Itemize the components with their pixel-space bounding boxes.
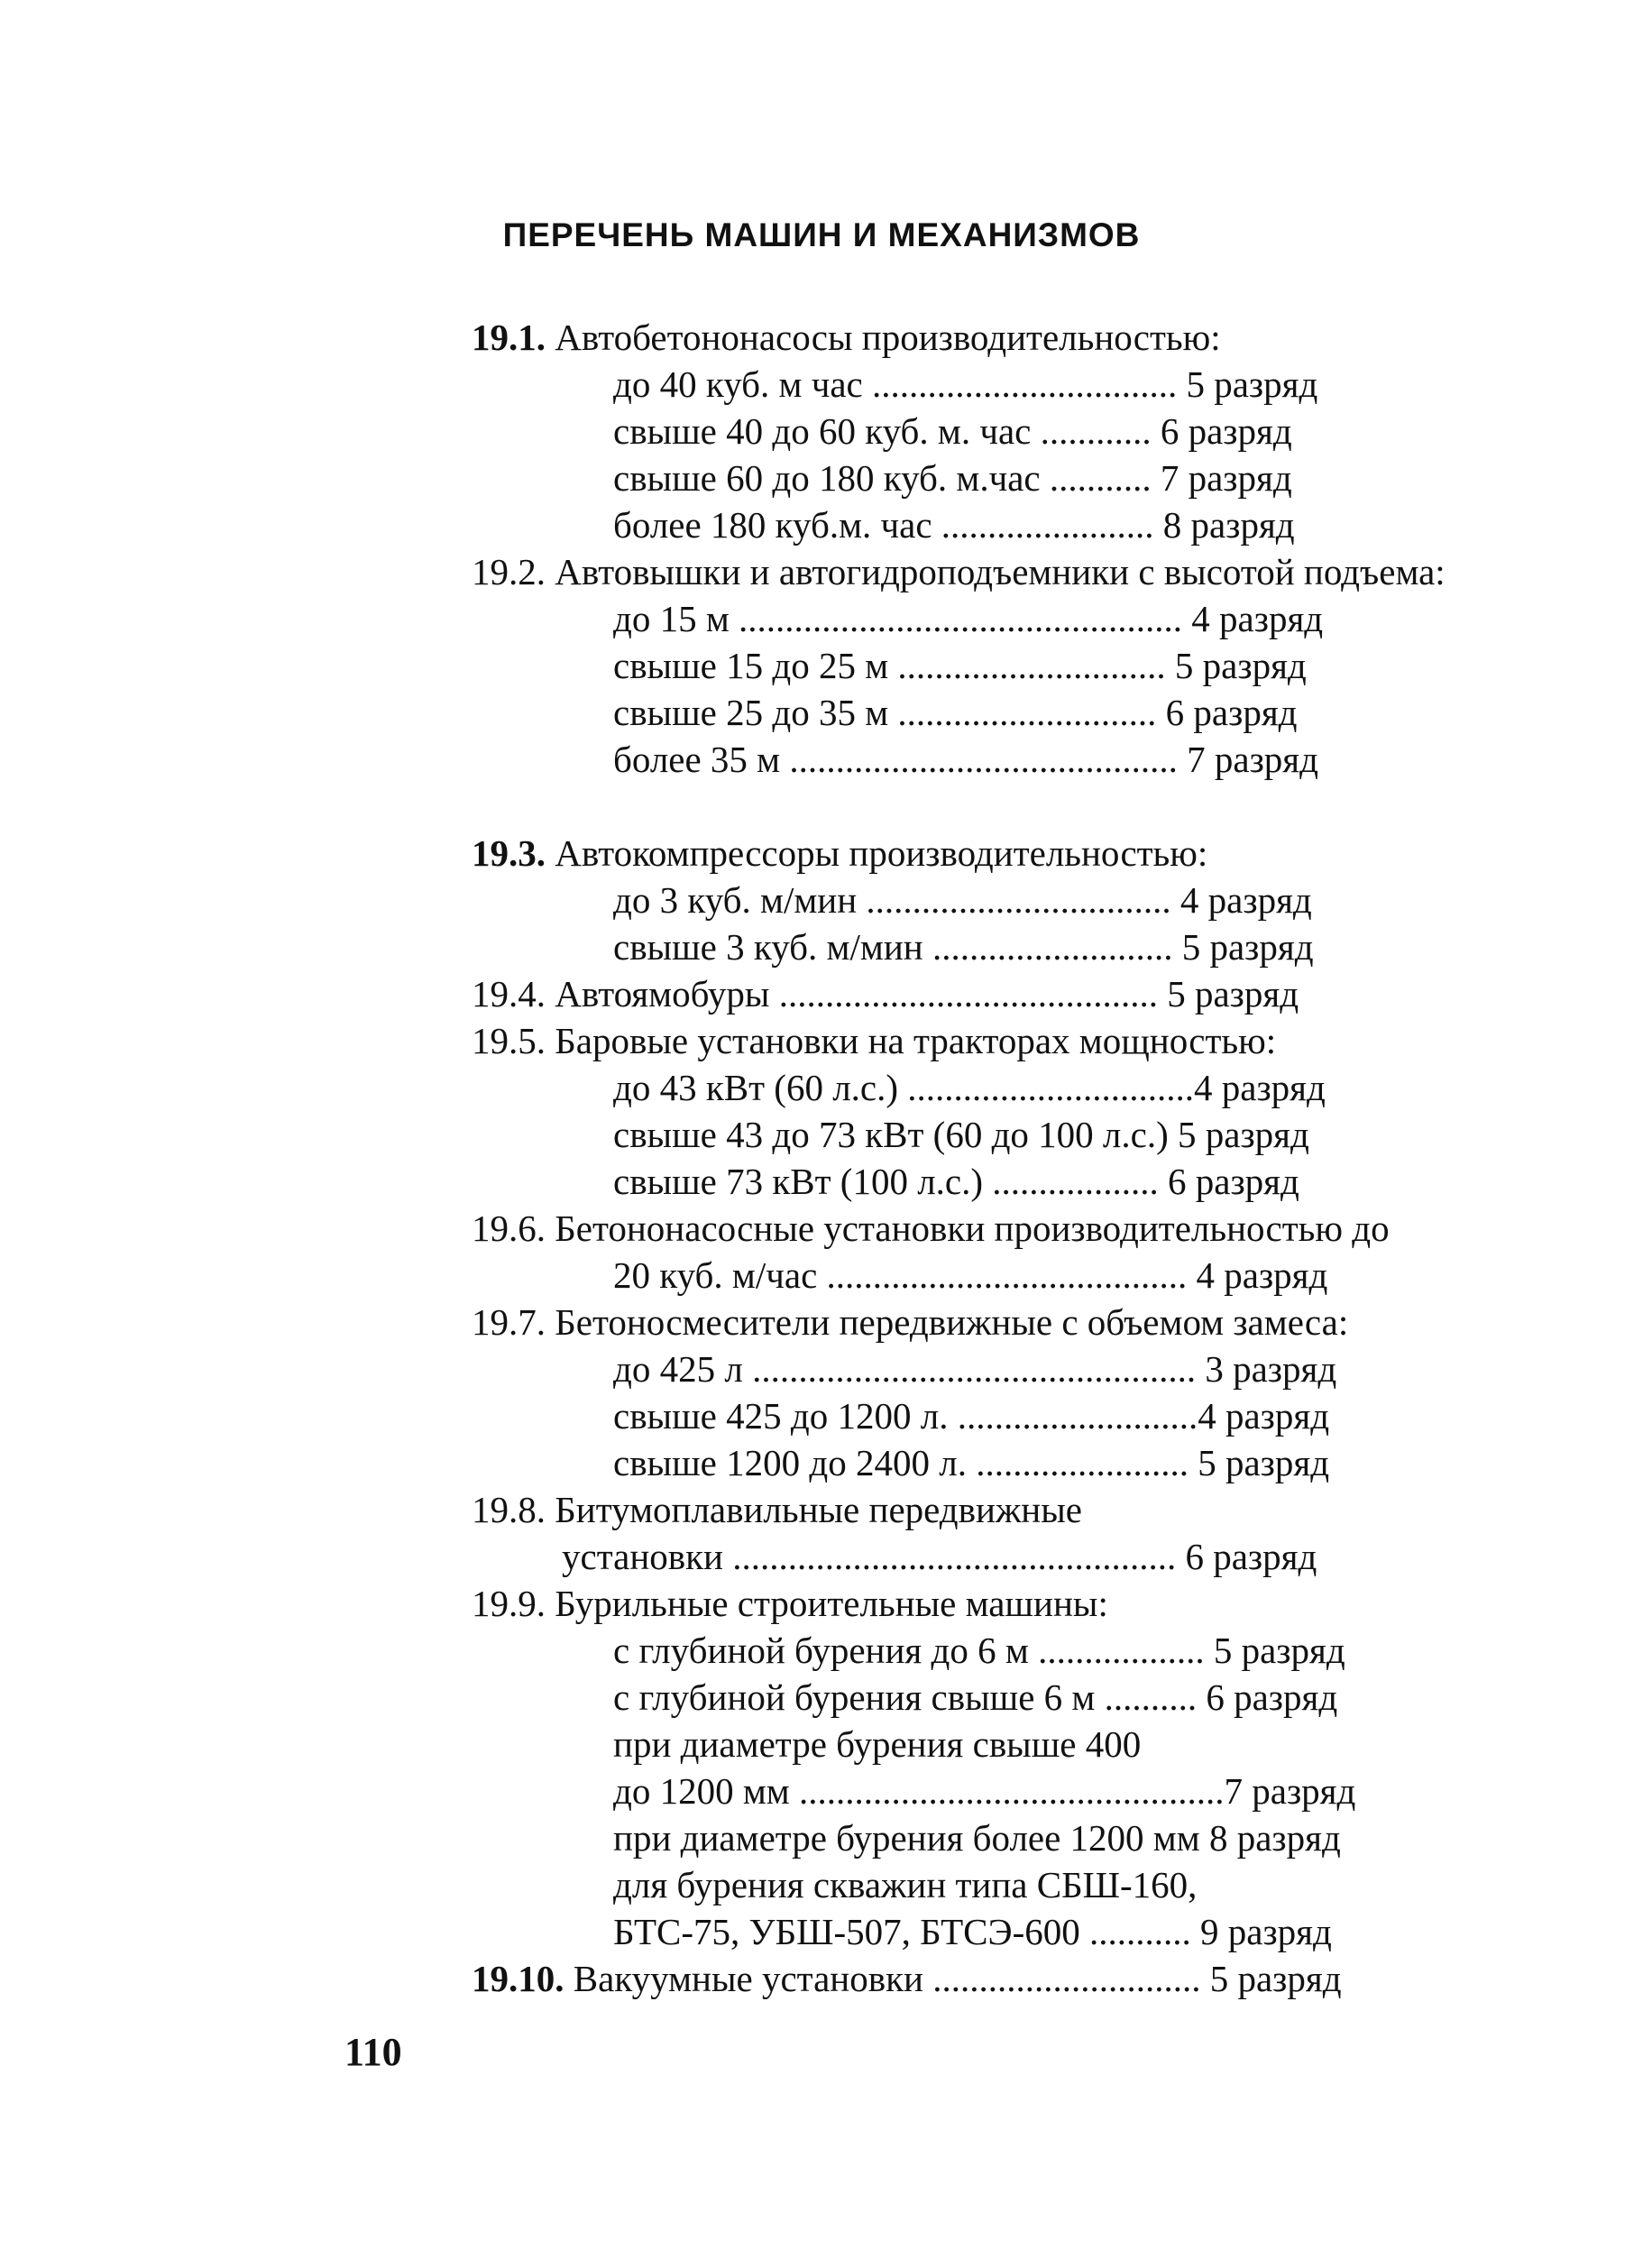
item-number: 19.10. bbox=[472, 1958, 564, 1999]
item-text: Автобетононасосы производительностью: bbox=[546, 317, 1221, 358]
item-19-9-row-1: с глубиной бурения до 6 м .................. 5 разряд bbox=[613, 1630, 1345, 1671]
item-19-9-row-3: при диаметре бурения свыше 400 bbox=[613, 1723, 1142, 1765]
item-19-7-header: 19.7. Бетоносмесители передвижные с объемом замеса: bbox=[472, 1301, 1349, 1343]
item-number: 19.1. bbox=[472, 317, 546, 358]
item-19-2-header: 19.2. Автовышки и автогидроподъемники с высотой подъема: bbox=[472, 551, 1446, 592]
item-19-9-row-2: с глубиной бурения свыше 6 м .......... 6 разряд bbox=[613, 1676, 1338, 1718]
item-19-9-row-7: БТС-75, УБШ-507, БТСЭ-600 ........... 9 разряд bbox=[613, 1911, 1332, 1952]
item-19-9-row-6: для бурения скважин типа СБШ-160, bbox=[613, 1864, 1198, 1905]
item-19-8-row-1: установки ................................................ 6 разряд bbox=[562, 1536, 1317, 1577]
item-19-7-row-2: свыше 425 до 1200 л. ..........................4 разряд bbox=[613, 1395, 1330, 1437]
item-19-5-row-1: до 43 кВт (60 л.с.) ...............................4 разряд bbox=[613, 1067, 1326, 1108]
item-19-2-row-3: свыше 25 до 35 м ............................ 6 разряд bbox=[613, 692, 1298, 733]
item-19-3-row-1: до 3 куб. м/мин ................................. 4 разряд bbox=[613, 879, 1312, 921]
item-19-1-row-1: до 40 куб. м час ................................. 5 разряд bbox=[613, 363, 1318, 405]
item-19-2-row-2: свыше 15 до 25 м ............................. 5 разряд bbox=[613, 645, 1307, 686]
item-text: Вакуумные установки ............................. 5 разряд bbox=[564, 1958, 1342, 1999]
item-19-7-row-3: свыше 1200 до 2400 л. ....................... 5 разряд bbox=[613, 1442, 1330, 1483]
item-19-3-header bbox=[472, 830, 1207, 877]
item-text: Автокомпрессоры производительностью: bbox=[546, 832, 1208, 874]
item-19-4: 19.4. Автоямобуры ......................................... 5 разряд bbox=[472, 973, 1299, 1015]
page-title: ПЕРЕЧЕНЬ МАШИН И МЕХАНИЗМОВ bbox=[502, 216, 1141, 253]
item-19-6-header: 19.6. Бетононасосные установки производительностью до bbox=[472, 1207, 1390, 1249]
item-19-8-header: 19.8. Битумоплавильные передвижные bbox=[472, 1489, 1082, 1530]
item-19-7-row-1: до 425 л ................................................ 3 разряд bbox=[613, 1348, 1337, 1390]
item-19-6-row-1: 20 куб. м/час ....................................... 4 разряд bbox=[613, 1254, 1328, 1296]
page-number: 110 bbox=[344, 2030, 402, 2074]
item-19-1-row-4: более 180 куб.м. час ....................... 8 разряд bbox=[613, 504, 1295, 546]
item-19-5-row-3: свыше 73 кВт (100 л.с.) .................. 6 разряд bbox=[613, 1161, 1299, 1202]
item-19-2-row-4: более 35 м .......................................... 7 разряд bbox=[613, 739, 1318, 780]
item-19-10 bbox=[472, 1955, 1342, 2002]
item-19-1-row-2: свыше 40 до 60 куб. м. час ............ 6 разряд bbox=[613, 410, 1292, 452]
item-19-9-header: 19.9. Бурильные строительные машины: bbox=[472, 1583, 1108, 1624]
item-19-9-row-4: до 1200 мм ..............................................7 разряд bbox=[613, 1770, 1356, 1812]
item-19-5-header: 19.5. Баровые установки на тракторах мощностью: bbox=[472, 1020, 1277, 1061]
item-19-3-row-2: свыше 3 куб. м/мин .......................... 5 разряд bbox=[613, 926, 1314, 968]
item-19-2-row-1: до 15 м ................................................ 4 разряд bbox=[613, 598, 1324, 639]
item-number: 19.3. bbox=[472, 832, 546, 874]
item-19-9-row-5: при диаметре бурения более 1200 мм 8 разряд bbox=[613, 1817, 1341, 1859]
item-19-1-row-3: свыше 60 до 180 куб. м.час ........... 7 разряд bbox=[613, 457, 1292, 499]
item-19-5-row-2: свыше 43 до 73 кВт (60 до 100 л.с.) 5 разряд bbox=[613, 1114, 1309, 1155]
item-19-1-header bbox=[472, 314, 1221, 361]
